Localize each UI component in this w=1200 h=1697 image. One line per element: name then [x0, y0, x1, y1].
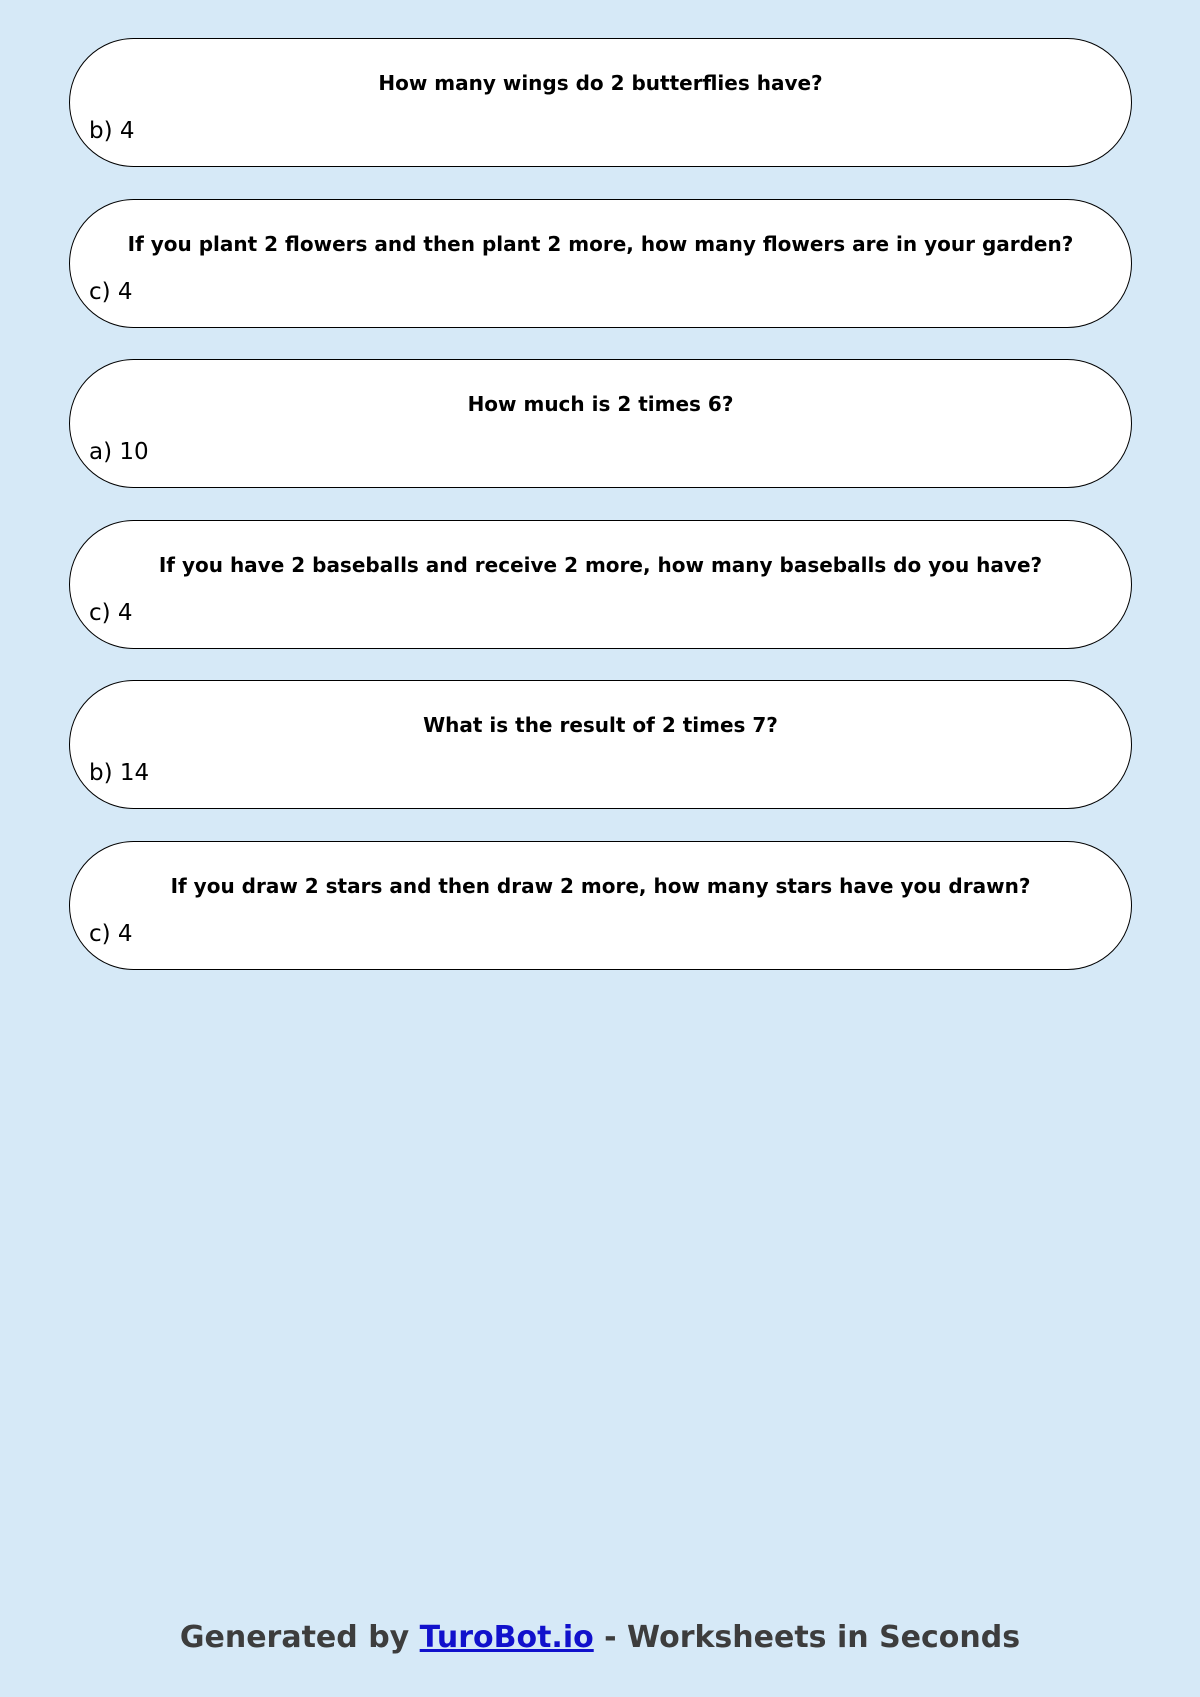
question-card	[69, 199, 1132, 328]
question-text: What is the result of 2 times 7?	[423, 713, 778, 737]
answer-text: b) 4	[89, 118, 135, 144]
question-card	[69, 841, 1132, 970]
footer-prefix: Generated by	[179, 1620, 420, 1655]
question-card	[69, 680, 1132, 809]
footer-suffix: - Worksheets in Seconds	[593, 1620, 1021, 1655]
answer-text: c) 4	[89, 278, 133, 305]
question-card	[69, 520, 1132, 649]
footer	[0, 1620, 1200, 1655]
question-text: If you plant 2 flowers and then plant 2 more, how many flowers are in your garden?	[127, 231, 1074, 256]
answer-text: c) 4	[89, 599, 133, 626]
question-text: How many wings do 2 butterflies have?	[378, 71, 823, 95]
answer-text: c) 4	[89, 920, 133, 947]
question-text: If you have 2 baseballs and receive 2 more, how many baseballs do you have?	[158, 552, 1043, 577]
question-text: How much is 2 times 6?	[467, 392, 734, 416]
question-text: If you draw 2 stars and then draw 2 more, how many stars have you drawn?	[170, 873, 1031, 898]
answer-text: a) 10	[89, 439, 149, 465]
question-list	[69, 38, 1132, 1001]
question-card	[69, 359, 1132, 488]
answer-text: b) 14	[89, 760, 150, 786]
turobot-link[interactable]: TuroBot.io	[419, 1620, 594, 1655]
question-card	[69, 38, 1132, 167]
